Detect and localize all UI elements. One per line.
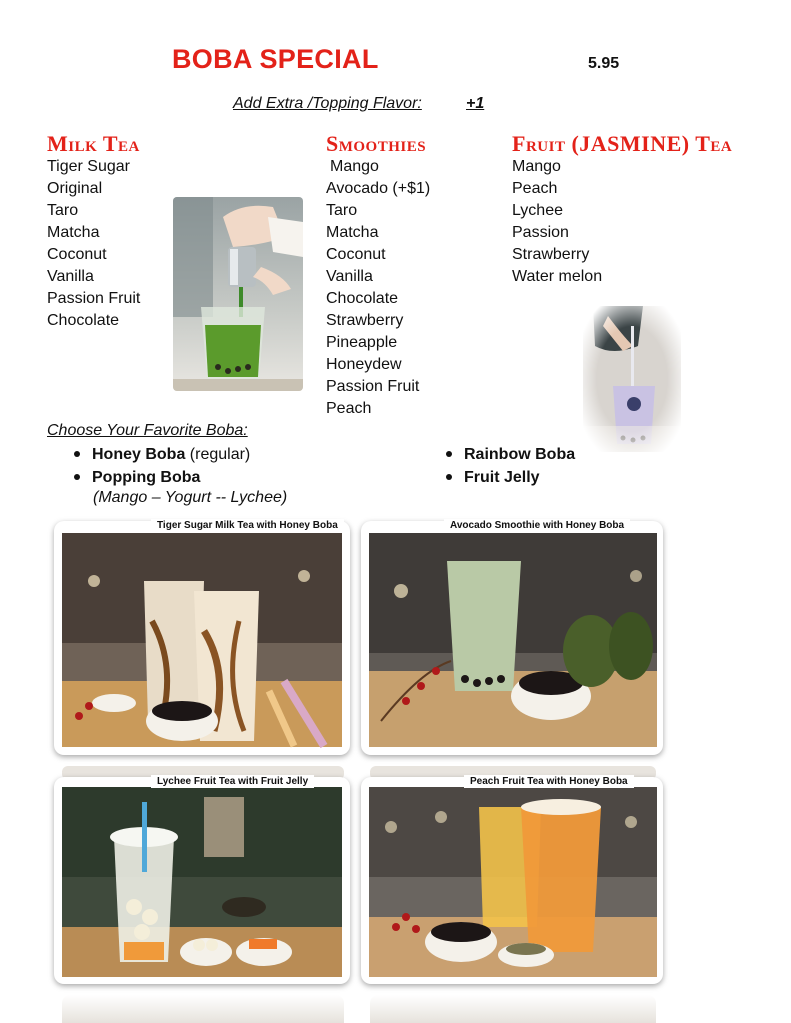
- list-item: Peach: [326, 400, 372, 417]
- peach-fruit-tea-photo: [361, 777, 663, 984]
- list-item: Coconut: [326, 246, 386, 263]
- taro-drink-image: [583, 306, 681, 452]
- list-item: Popping Boba: [70, 466, 250, 489]
- photo-caption: Lychee Fruit Tea with Fruit Jelly: [151, 775, 314, 788]
- list-item: Original: [47, 180, 103, 197]
- list-item: Strawberry: [512, 246, 590, 263]
- fruit-tea-list: [512, 156, 602, 288]
- list-item: Avocado (+$1): [326, 180, 431, 197]
- list-item: Strawberry: [326, 312, 404, 329]
- list-item: Mango: [330, 158, 379, 175]
- list-item: Honey Boba (regular): [70, 443, 250, 466]
- smoothies-heading: Smoothies: [326, 131, 427, 156]
- smoothies-list: [326, 156, 430, 420]
- list-item: Rainbow Boba: [442, 443, 575, 466]
- extra-topping-price: +1: [466, 95, 485, 112]
- list-item: Honeydew: [326, 356, 402, 373]
- lychee-fruit-tea-photo: [54, 777, 350, 984]
- milk-tea-heading: Milk Tea: [47, 131, 140, 156]
- list-item: Pineapple: [326, 334, 398, 351]
- boba-section-label: Choose Your Favorite Boba:: [47, 422, 248, 439]
- photo-caption: Tiger Sugar Milk Tea with Honey Boba: [151, 519, 344, 532]
- avocado-smoothie-photo: [361, 521, 663, 755]
- page-title: BOBA SPECIAL: [172, 44, 379, 74]
- list-item: Taro: [47, 202, 79, 219]
- list-item: Vanilla: [47, 268, 94, 285]
- boba-list-left: [70, 443, 250, 489]
- photo-caption: Avocado Smoothie with Honey Boba: [444, 519, 630, 532]
- list-item: Passion: [512, 224, 569, 241]
- list-item: Lychee: [512, 202, 563, 219]
- photo-strip: [62, 995, 344, 1023]
- list-item: Water melon: [512, 268, 603, 285]
- fruit-tea-heading: Fruit (JASMINE) Tea: [512, 131, 733, 156]
- list-item: Passion Fruit: [326, 378, 420, 395]
- list-item: Passion Fruit: [47, 290, 141, 307]
- list-item: Taro: [326, 202, 358, 219]
- list-item: Coconut: [47, 246, 107, 263]
- list-item: Peach: [512, 180, 558, 197]
- matcha-pour-image: [173, 197, 303, 391]
- photo-strip: [370, 995, 656, 1023]
- list-item: Tiger Sugar: [47, 158, 130, 175]
- price: 5.95: [588, 55, 620, 72]
- list-item: Chocolate: [326, 290, 399, 307]
- popping-boba-flavors: (Mango – Yogurt -- Lychee): [93, 489, 288, 506]
- list-item: Mango: [512, 158, 561, 175]
- photo-caption: Peach Fruit Tea with Honey Boba: [464, 775, 634, 788]
- list-item: Fruit Jelly: [442, 466, 575, 489]
- list-item: Matcha: [47, 224, 100, 241]
- tiger-sugar-photo: [54, 521, 350, 755]
- list-item: Chocolate: [47, 312, 120, 329]
- extra-topping-label: Add Extra /Topping Flavor:: [233, 95, 422, 112]
- boba-list-right: [442, 443, 575, 489]
- list-item: Matcha: [326, 224, 379, 241]
- list-item: Vanilla: [326, 268, 373, 285]
- milk-tea-list: [47, 156, 140, 332]
